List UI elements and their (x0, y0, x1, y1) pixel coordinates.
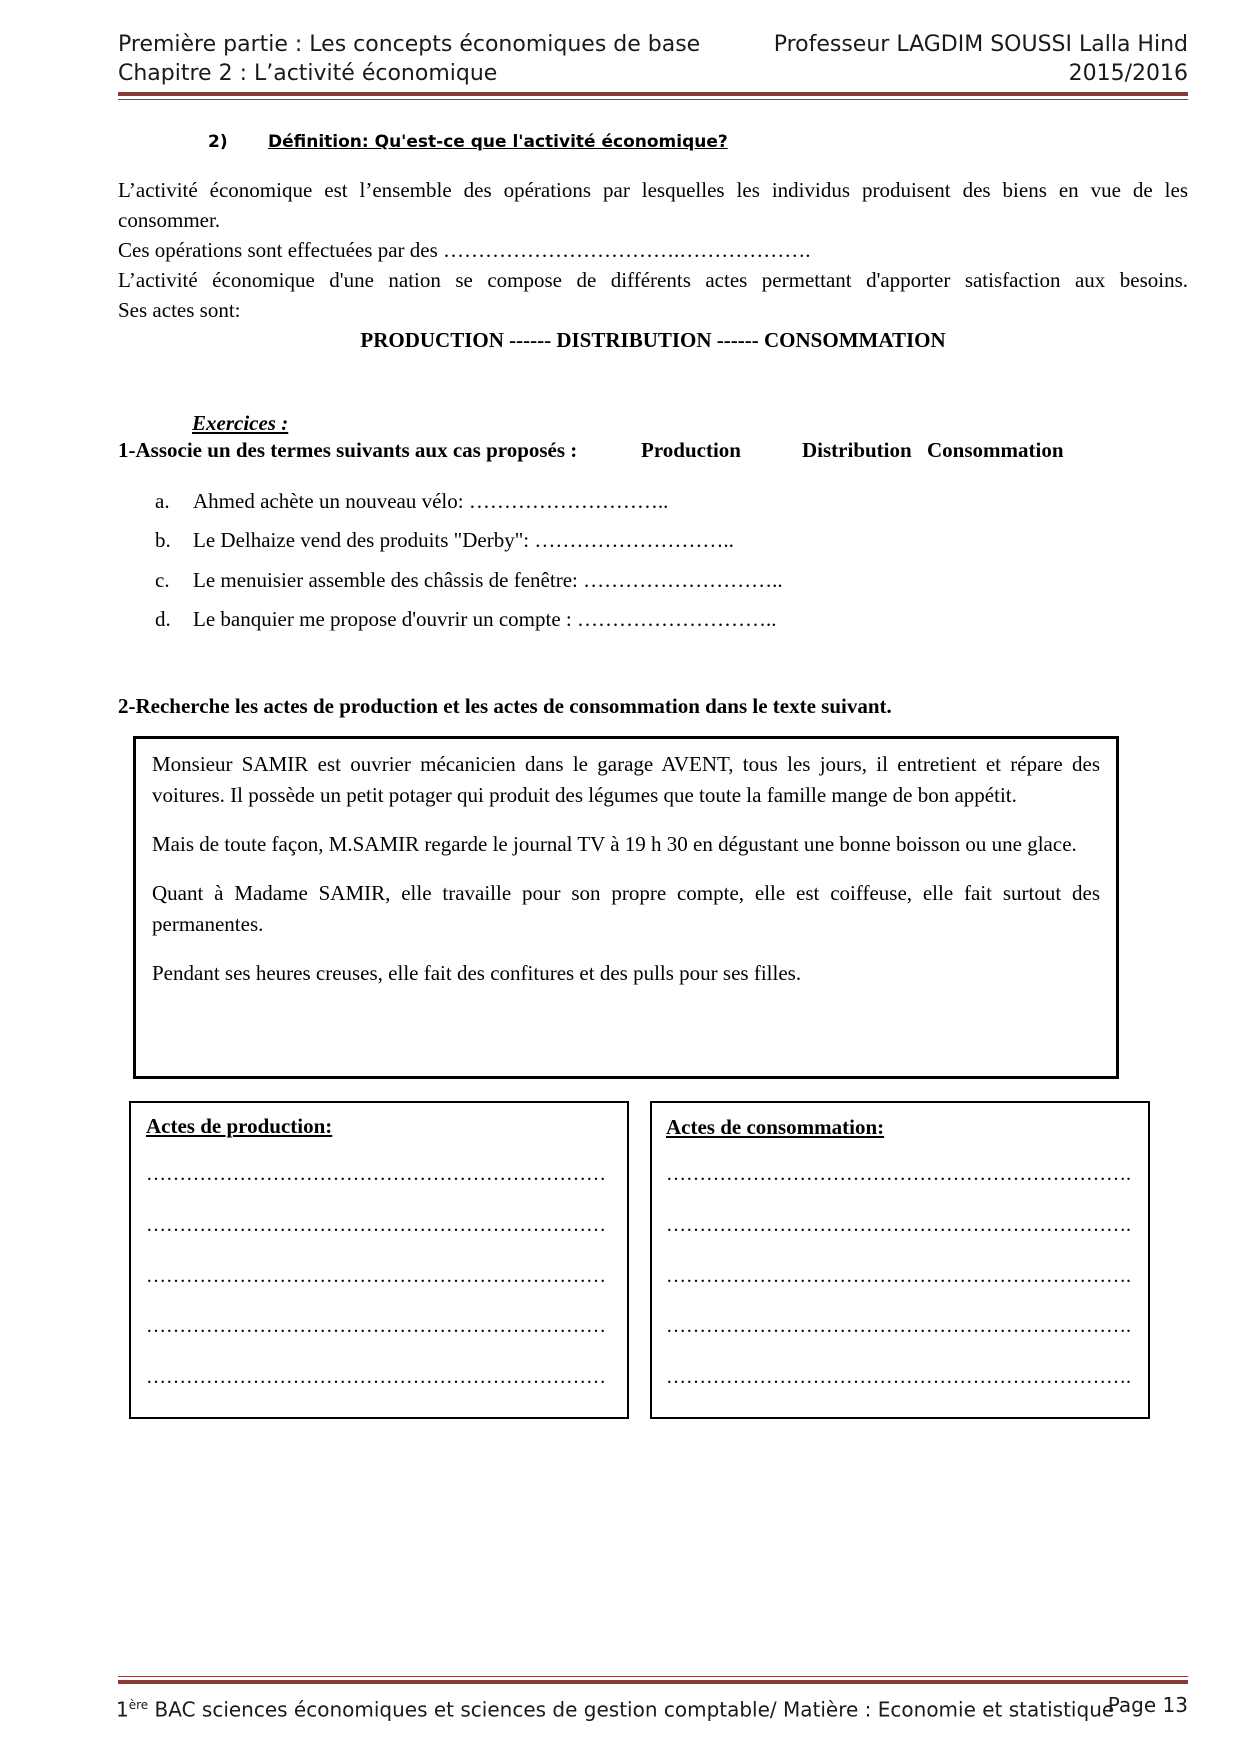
header-rule-thick (118, 92, 1188, 96)
item-text: Le Delhaize vend des produits "Derby": ……………………….. (193, 528, 734, 552)
exercise1-term-production: Production (641, 438, 741, 462)
footer-course: BAC sciences économiques et sciences de gestion comptable/ Matière : Economie et statistique (148, 1697, 1115, 1722)
section-number: 2) (208, 132, 228, 152)
consumption-line-1[interactable]: ……………………………………………………………. (666, 1163, 1131, 1185)
exercise2-prompt: 2-Recherche les actes de production et les actes de consommation dans le texte suivant. (118, 694, 892, 718)
consumption-line-5[interactable]: ……………………………………………………………. (666, 1366, 1131, 1388)
header-right-line1: Professeur LAGDIM SOUSSI Lalla Hind (773, 32, 1188, 57)
footer-rule-thick (118, 1680, 1188, 1684)
definition-line1: L’activité économique est l’ensemble des opérations par lesquelles les individus produisent des biens en vue de les (118, 178, 1188, 202)
definition-line2: consommer. (118, 208, 221, 232)
exercise1-prompt: 1-Associe un des termes suivants aux cas proposés : (118, 438, 578, 462)
text-paragraph-4: Pendant ses heures creuses, elle fait des confitures et des pulls pour ses filles. (152, 961, 802, 985)
item-letter: d. (155, 607, 171, 631)
text-paragraph-1: Monsieur SAMIR est ouvrier mécanicien dans le garage AVENT, tous les jours, il entretient et répare des voitures. Il possède un petit potager qui produit des légumes que toute la famille mange de bon appétit. (152, 752, 1100, 807)
production-line-4[interactable]: …………………………………………………………… (146, 1315, 606, 1337)
consumption-line-3[interactable]: ……………………………………………………………. (666, 1265, 1131, 1287)
production-line-3[interactable]: …………………………………………………………… (146, 1265, 606, 1287)
consumption-answer-box (650, 1101, 1150, 1419)
exercise1-item-a (155, 487, 668, 515)
exercise1-term-distribution: Distribution (802, 438, 912, 462)
production-line-2[interactable]: …………………………………………………………… (146, 1214, 606, 1236)
exercise2-text-box (133, 736, 1119, 1079)
definition-line3: Ces opérations sont effectuées par des …………………………….………………. (118, 238, 811, 262)
header-left-line1: Première partie : Les concepts économiques de base (118, 32, 701, 57)
exercise1-item-b (155, 526, 734, 554)
footer-level: 1 (116, 1697, 129, 1722)
definition-line4: L’activité économique d'une nation se compose de différents actes permettant d'apporter satisfaction aux besoins. (118, 268, 1188, 292)
item-letter: c. (155, 568, 170, 592)
text-paragraph-2: Mais de toute façon, M.SAMIR regarde le journal TV à 19 h 30 en dégustant une bonne boisson ou une glace. (152, 832, 1077, 856)
production-line-5[interactable]: …………………………………………………………… (146, 1366, 606, 1388)
footer-text (116, 1690, 1114, 1725)
item-text: Ahmed achète un nouveau vélo: ……………………….. (193, 489, 669, 513)
consumption-title: Actes de consommation: (666, 1115, 885, 1139)
text-paragraph-3: Quant à Madame SAMIR, elle travaille pour son propre compte, elle est coiffeuse, elle fait surtout des permanentes. (152, 881, 1100, 936)
footer-page-number: Page 13 (1107, 1693, 1188, 1717)
item-text: Le banquier me propose d'ouvrir un compte : ……………………….. (193, 607, 777, 631)
footer-superscript: ère (128, 1698, 149, 1712)
header-right-line2: 2015/2016 (1068, 61, 1188, 86)
exercise1-item-d (155, 605, 777, 633)
consumption-line-4[interactable]: ……………………………………………………………. (666, 1315, 1131, 1337)
header-rule-thin (118, 99, 1188, 100)
definition-line5: Ses actes sont: (118, 298, 241, 322)
exercises-heading: Exercices : (192, 411, 289, 435)
item-letter: b. (155, 528, 171, 552)
header-left-line2: Chapitre 2 : L’activité économique (118, 61, 498, 86)
item-text: Le menuisier assemble des châssis de fenêtre: ……………………….. (193, 568, 783, 592)
production-answer-box (129, 1101, 629, 1419)
footer-rule-thin (118, 1676, 1188, 1677)
item-letter: a. (155, 489, 170, 513)
exercise1-item-c (155, 566, 783, 594)
consumption-line-2[interactable]: ……………………………………………………………. (666, 1214, 1131, 1236)
production-title: Actes de production: (146, 1114, 333, 1138)
definition-title: Définition: Qu'est-ce que l'activité économique? (268, 132, 728, 152)
production-line-1[interactable]: …………………………………………………………… (146, 1163, 606, 1185)
exercise1-term-consommation: Consommation (927, 438, 1064, 462)
economic-acts: PRODUCTION ------ DISTRIBUTION ------ CONSOMMATION (360, 328, 946, 352)
